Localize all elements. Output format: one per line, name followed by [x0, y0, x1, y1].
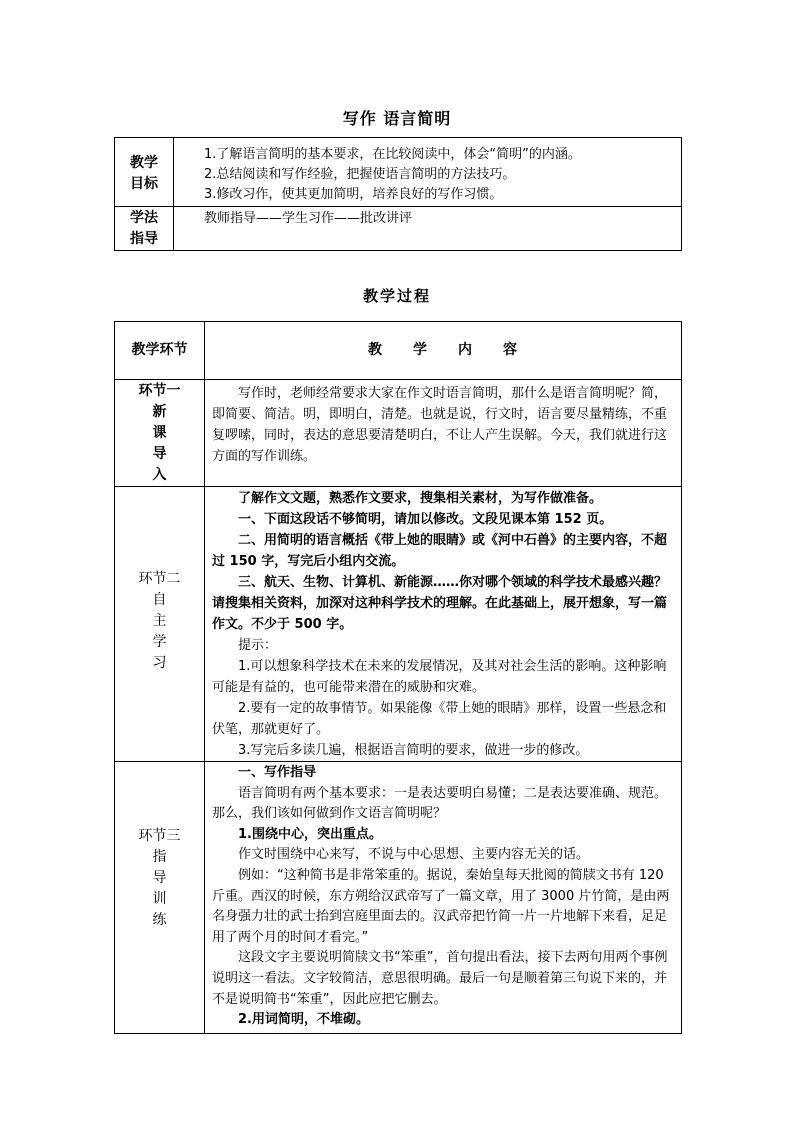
- stage2-content-cell: [205, 487, 682, 762]
- method-text: 教师指导——学生习作——批改讲评: [204, 211, 413, 226]
- method-label-line: 学法: [130, 210, 158, 226]
- stage1-label-line: 课: [152, 425, 167, 441]
- stage1-content-cell: [205, 380, 682, 487]
- stage1-label-line: 入: [152, 467, 167, 483]
- stage3-label-line: 练: [152, 912, 167, 928]
- stage2-task-3: 三、航天、生物、计算机、新能源……你对哪个领域的科学技术最感兴趣？请搜集相关资料，加深对这种科学技术的理解。在此基础上，展开想象，写一篇作文。不少于 500 字。: [212, 575, 668, 632]
- stage2-hint-2: 2.要有一定的故事情节。如果能像《带上她的眼睛》那样，设置一些悬念和伏笔，那就更好了。: [212, 701, 667, 737]
- stage1-label-line: 新: [152, 404, 167, 420]
- stage2-label-line: 自: [152, 592, 167, 608]
- stage2-hint-3: 3.写完后多读几遍，根据语言简明的要求，做进一步的修改。: [238, 743, 589, 758]
- stage3-content-cell: [205, 762, 682, 1034]
- stage2-label-line: 习: [152, 655, 167, 671]
- goal-label-line: 教学: [130, 155, 158, 171]
- stage2-label-line: 主: [152, 613, 167, 629]
- objectives-table: [114, 137, 682, 251]
- method-content-cell: [174, 207, 682, 251]
- stage3-label-line: 训: [152, 891, 167, 907]
- stage3-point-1: 1.围绕中心，突出重点。: [238, 826, 382, 842]
- stage2-label-cell: [115, 487, 205, 762]
- stage2-task-2: 二、用简明的语言概括《带上她的眼睛》或《河中石兽》的主要内容，不超过 150 字，写完后小组内交流。: [212, 533, 668, 569]
- document-title: 写作 语言简明: [342, 109, 452, 128]
- goal-label-cell: [115, 138, 174, 207]
- stage1-label-cell: [115, 380, 205, 487]
- goal-label-line: 目标: [130, 176, 158, 192]
- stage3-example: 例如：“这种简书是非常笨重的。据说，秦始皇每天批阅的简牍文书有 120 斤重。西汉的时候，东方朔给汉武帝写了一篇文章，用了 3000 片竹简，是由两名身强力壮的武士抬到宫庭里面去的。汉武帝把竹简一片一片地解下来看，足足用了两个月的时间才看完。”: [212, 867, 670, 945]
- stage3-paragraph: 作文时围绕中心来写，不说与中心思想、主要内容无关的话。: [238, 847, 590, 863]
- stage1-label-line: 导: [152, 446, 167, 462]
- stage3-label-cell: [115, 762, 205, 1034]
- header-content-cell: [205, 322, 682, 380]
- header-content: 教 学 内 容: [368, 342, 518, 358]
- header-stage: 教学环节: [131, 342, 188, 358]
- stage3-point-2: 2.用词简明，不堆砌。: [238, 1012, 369, 1028]
- stage2-hint-1: 1.可以想象科学技术在未来的发展情况，及其对社会生活的影响。这种影响可能是有益的，也可能带来潜在的威胁和灾难。: [212, 659, 667, 695]
- stage3-label-line: 指: [152, 849, 167, 865]
- stage1-paragraph: 写作时，老师经常要求大家在作文时语言简明，那什么是语言简明呢？简，即简要、简洁。明，即明白，清楚。也就是说，行文时，语言要尽量精练，不重复啰嗦，同时，表达的意思要清楚明白，不让人产生误解。今天，我们就进行这方面的写作训练。: [212, 386, 668, 464]
- stage2-task-1: 一、下面这段话不够简明，请加以修改。文段见课本第 152 页。: [238, 512, 613, 527]
- stage2-label-line: 学: [152, 634, 167, 650]
- goal-item: 2.总结阅读和写作经验，把握使语言简明的方法技巧。: [204, 167, 516, 182]
- process-title: 教学过程: [362, 287, 431, 305]
- process-table: [114, 321, 682, 1034]
- stage2-intro: 了解作文文题，熟悉作文要求，搜集相关素材，为写作做准备。: [238, 491, 603, 506]
- method-label-cell: [115, 207, 174, 251]
- header-stage-cell: [115, 322, 205, 380]
- stage1-label-line: 环节一: [138, 383, 181, 399]
- stage3-label-line: 环节三: [138, 828, 181, 844]
- goal-item: 1.了解语言简明的基本要求，在比较阅读中，体会“简明”的内涵。: [204, 147, 581, 162]
- stage2-hint-label: 提示：: [238, 638, 278, 653]
- goal-item: 3.修改习作，使其更加简明，培养良好的写作习惯。: [204, 187, 503, 202]
- goal-content-cell: [174, 138, 682, 207]
- stage3-subheading: 一、写作指导: [238, 765, 317, 780]
- stage3-paragraph: 这段文字主要说明简牍文书“笨重”，首句提出看法，接下去两句用两个事例说明这一看法。文字较简洁，意思很明确。最后一句是顺着第三句说下来的，并不是说明简书“笨重”，因此应把它删去。: [212, 950, 668, 1007]
- stage2-label-line: 环节二: [138, 571, 181, 587]
- method-label-line: 指导: [130, 231, 158, 247]
- stage3-label-line: 导: [152, 870, 167, 886]
- stage3-paragraph: 语言简明有两个基本要求：一是表达要明白易懂；二是表达要准确、规范。那么，我们该如何做到作文语言简明呢？: [212, 785, 668, 822]
